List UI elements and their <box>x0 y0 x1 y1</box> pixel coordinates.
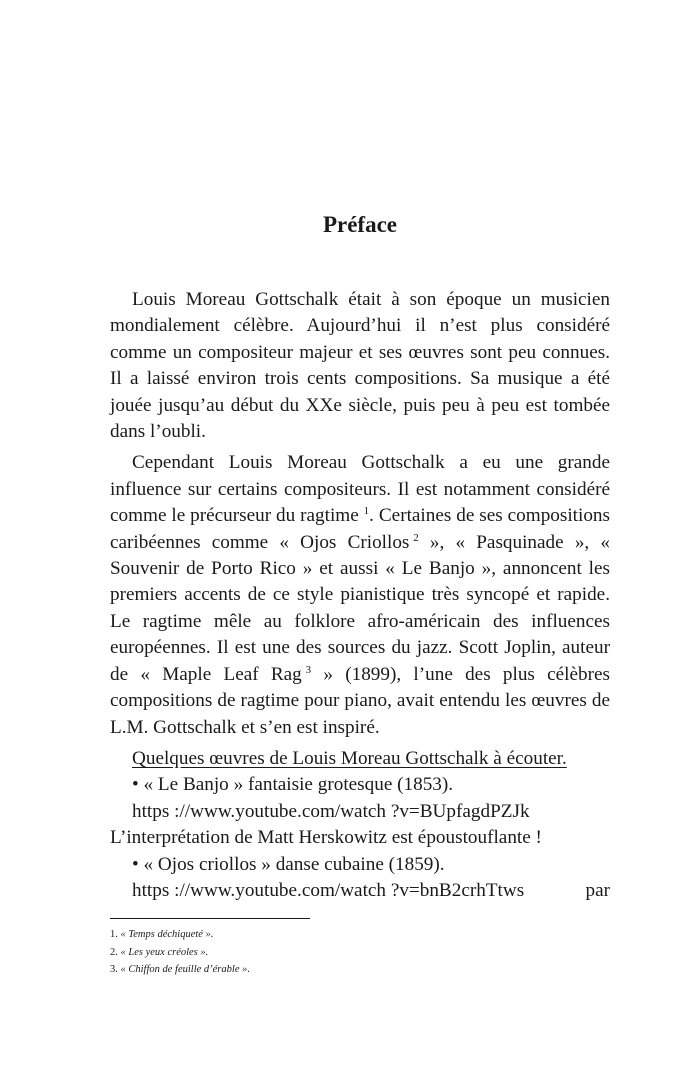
video-link-1[interactable]: https ://www.youtube.com/watch ?v=BUpfagdPZJk <box>132 800 530 822</box>
footnote-divider <box>110 918 310 919</box>
listening-heading-line <box>110 746 610 772</box>
footnote-ref-3[interactable]: 3 <box>305 663 312 676</box>
footnote-ref-1[interactable]: 1 <box>363 505 370 518</box>
footnote-number: 3. <box>110 964 118 975</box>
footnote-number: 1. <box>110 929 118 940</box>
list-item-title: • « Ojos criollos » danse cubaine (1859). <box>132 853 445 875</box>
list-item-link-line <box>110 878 610 904</box>
paragraph-2 <box>110 450 610 740</box>
trailing-word: par <box>585 879 610 901</box>
listening-heading: Quelques œuvres de Louis Moreau Gottschalk à écouter. <box>132 747 567 769</box>
video-link-2[interactable]: https ://www.youtube.com/watch ?v=bnB2crhTtws <box>132 879 525 901</box>
list-item-comment: L’interprétation de Matt Herskowitz est époustouflante ! <box>110 827 542 849</box>
footnote-3 <box>110 961 610 979</box>
paragraph-2-part-2: . Certaines de ses compositions caribéennes comme « Ojos Criollos <box>110 505 610 553</box>
footnote-text: « Les yeux créoles ». <box>120 946 209 958</box>
footnote-text: « Temps déchiqueté ». <box>120 929 214 940</box>
footnote-text: « Chiffon de feuille d’érable ». <box>120 964 250 975</box>
paragraph-2-part-3: », « Pasquinade », « Souvenir de Porto Rico » et aussi « Le Banjo », annoncent les premiers accents de ce style pianistique très syncopé et rapide. Le ragtime mêle au folklore afro-américain des influences européennes. Il est une des sources du jazz. Scott Joplin, auteur de « Maple Leaf Rag <box>110 531 610 685</box>
footnote-2 <box>110 944 610 962</box>
paragraph-2-part-4: » (1899), l’une des plus célèbres compositions de ragtime pour piano, avait entendu les œuvres de L.M. Gottschalk et s’en est inspiré. <box>110 663 610 738</box>
footnote-1 <box>110 926 610 944</box>
footnote-ref-2[interactable]: 2 <box>413 531 419 544</box>
paragraph-2-part-1: Cependant Louis Moreau Gottschalk a eu une grande influence sur certains compositeurs. Il est notamment considéré comme le précurseur du ragtime <box>110 452 610 527</box>
body-text <box>110 287 610 904</box>
footnotes <box>110 926 610 979</box>
footnote-number: 2. <box>110 946 118 958</box>
list-item-title: • « Le Banjo » fantaisie grotesque (1853). <box>132 774 454 796</box>
page-title: Préface <box>322 212 398 237</box>
paragraph-1: Louis Moreau Gottschalk était à son époque un musicien mondialement célèbre. Aujourd’hui il n’est plus considéré comme un compositeur majeur et ses œuvres sont peu connues. Il a laissé environ trois cents compositions. Sa musique a été jouée jusqu’au début du XXe siècle, puis peu à peu est tombée dans l’oubli. <box>110 289 610 443</box>
listening-list <box>110 746 610 904</box>
